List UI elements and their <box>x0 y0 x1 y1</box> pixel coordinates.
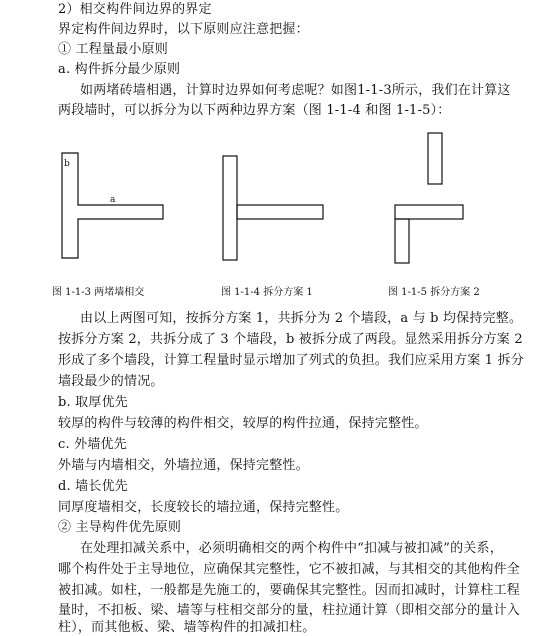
caption-figure-1-1-3: 图 1-1-3 两堵墙相交 <box>52 287 145 298</box>
paragraph-1-line-2: 两段墙时，可以拆分为以下两种边界方案（图 1-1-4 和图 1-1-5）： <box>58 103 451 118</box>
sub-heading-c: c. 外墙优先 <box>58 437 127 452</box>
text-c: 外墙与内墙相交，外墙拉通，保持完整性。 <box>58 458 309 473</box>
paragraph-2-line-1: 由以上两图可知，按拆分方案 1，共拆分为 2 个墙段，a 与 b 均保持完整。 <box>80 311 523 326</box>
sub-heading-a: a. 构件拆分最少原则 <box>58 62 181 77</box>
wall-label-a: a <box>110 195 116 205</box>
paragraph-3-line-3: 被扣减。如柱，一般都是先施工的，要确保其完整性。因而扣减时，计算柱工程 <box>58 583 521 598</box>
section-heading: 2）相交构件间边界的界定 <box>58 2 212 17</box>
figure-1-1-5-drawing <box>395 133 463 263</box>
paragraph-2-line-3: 形成了多个墙段，计算工程量时显示增加了列式的负担。我们应采用方案 1 拆分 <box>58 353 524 368</box>
figure-1-1-3-drawing <box>62 153 163 258</box>
paragraph-3-line-1: 在处理扣减关系中，必须明确相交的两个构件中“扣减与被扣减”的关系， <box>80 541 503 556</box>
paragraph-3-line-2: 哪个构件处于主导地位，应确保其完整性，它不被扣减，与其相交的其他构件全 <box>58 562 521 577</box>
intro-text: 界定构件间边界时，以下原则应注意把握： <box>58 22 309 37</box>
paragraph-3-line-5: 柱），而其他板、梁、墙等构件的扣减扣柱。 <box>58 620 316 635</box>
sub-heading-b: b. 取厚优先 <box>58 395 128 410</box>
principle-2-heading: ② 主导构件优先原则 <box>58 520 182 535</box>
paragraph-2-line-2: 按拆分方案 2，共拆分成了 3 个墙段，b 被拆分成了两段。显然采用拆分方案 2 <box>58 332 523 347</box>
text-b: 较厚的构件与较薄的构件相交，较厚的构件拉通，保持完整性。 <box>58 416 428 431</box>
paragraph-3-line-4: 量时，不扣板、梁、墙等与柱相交部分的量，柱拉通计算（即相交部分的量计入 <box>58 603 521 618</box>
wall-label-b: b <box>64 159 70 169</box>
sub-heading-d: d. 墙长优先 <box>58 479 128 494</box>
caption-figure-1-1-5: 图 1-1-5 拆分方案 2 <box>388 287 480 298</box>
text-d: 同厚度墙相交，长度较长的墙拉通，保持完整性。 <box>58 500 349 515</box>
paragraph-2-line-4: 墙段最少的情况。 <box>58 374 164 389</box>
figure-1-1-4-drawing <box>223 156 323 260</box>
paragraph-1-line-1: 如两堵砖墙相遇，计算时边界如何考虑呢？如图1-1-3所示，我们在计算这 <box>80 83 511 98</box>
principle-1-heading: ① 工程量最小原则 <box>58 42 168 57</box>
caption-figure-1-1-4: 图 1-1-4 拆分方案 1 <box>221 287 313 298</box>
